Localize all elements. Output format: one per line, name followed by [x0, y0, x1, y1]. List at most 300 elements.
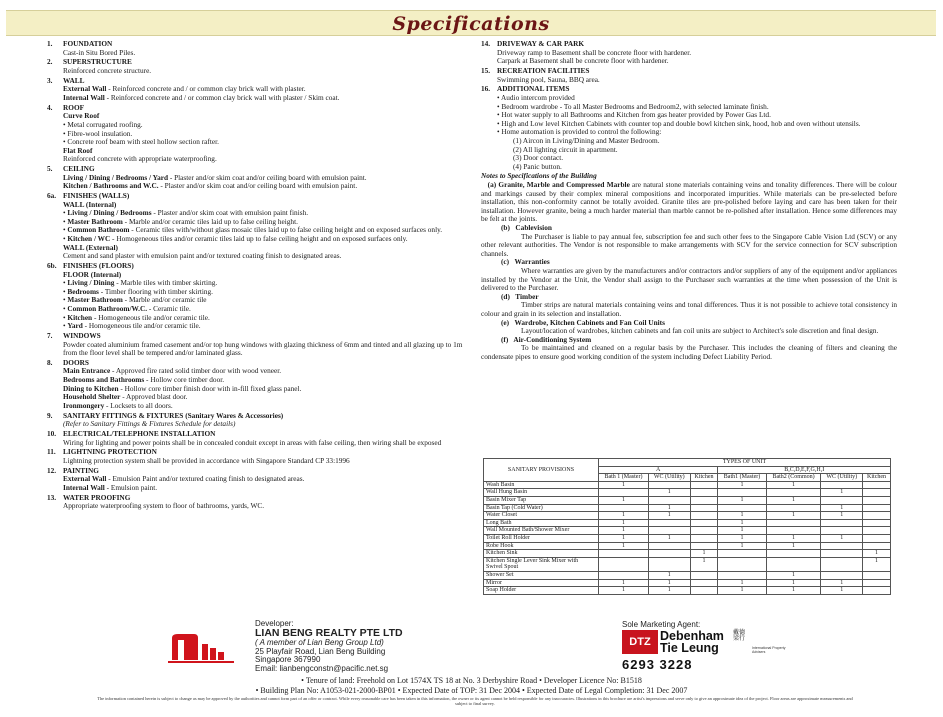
spec-line-text: Swimming pool, Sauna, BBQ area.	[497, 74, 600, 84]
dtz-logo: DTZ	[622, 630, 658, 654]
spec-line-text: High and Low level Kitchen Cabinets with counter top and double bowl kitchen sink, hood, hob and oven without utensils.	[501, 118, 861, 128]
group-b: B,C,D,E,F,G,H,I	[718, 466, 891, 474]
row-value	[690, 519, 718, 527]
table-row	[484, 519, 891, 527]
row-name: Wash Basin	[484, 481, 599, 489]
section-title: FINISHES (FLOORS)	[63, 260, 134, 270]
row-value: 1	[821, 579, 863, 587]
spec-line-label: Living / Dining	[67, 278, 115, 288]
row-value: 1	[766, 496, 821, 504]
spec-section	[47, 192, 475, 261]
row-value	[599, 571, 649, 579]
row-value: 1	[690, 557, 718, 571]
table-row	[484, 527, 891, 535]
note-title: Granite, Marble and Compressed Marble	[498, 180, 630, 190]
note-label: (f)	[501, 334, 514, 344]
row-value: 1	[648, 571, 690, 579]
row-value	[690, 496, 718, 504]
row-value: 1	[766, 571, 821, 579]
table-row	[484, 504, 891, 512]
section-title: FINISHES (WALLS)	[63, 191, 130, 201]
row-value	[690, 512, 718, 520]
note-label: (e)	[501, 317, 515, 327]
section-number: 10.	[47, 429, 57, 438]
row-value: 1	[648, 587, 690, 595]
row-value: 1	[821, 534, 863, 542]
spec-line-text: (1) Aircon in Living/Dining and Master Bedroom.	[513, 135, 660, 145]
row-value	[821, 496, 863, 504]
row-value: 1	[718, 579, 766, 587]
spec-line-text: - Approved blast door.	[120, 392, 188, 402]
row-value	[863, 587, 891, 595]
page-title: Specifications	[392, 13, 550, 35]
note-text: To be maintained and cleaned on a regular basis by the Purchaser. This includes the cleaning of filters and cleaning the condensate pipes to ensure good working condition of the system including Defect Liability Period.	[481, 343, 897, 361]
spec-line-label: Living / Dining / Bedrooms	[67, 208, 152, 218]
row-name: Robe Hook	[484, 542, 599, 550]
row-value	[718, 489, 766, 497]
spec-line-label: Kitchen / Bathrooms and W.C.	[63, 181, 159, 191]
note-label: (c)	[501, 257, 515, 267]
spec-line-text: - Locksets to all doors.	[104, 400, 173, 410]
row-value	[821, 550, 863, 558]
spec-line-text: Reinforced concrete with appropriate waterproofing.	[63, 154, 217, 164]
row-value: 1	[718, 496, 766, 504]
row-value	[863, 542, 891, 550]
spec-line-label: Master Bathroom	[67, 295, 123, 305]
spec-line-text: Wiring for lighting and power points shall be in concealed conduit except in areas with false ceiling, then wiring shall be exposed	[63, 437, 442, 447]
note-text: The Purchaser is liable to pay annual fee, subscription fee and such other fees to the Singapore Cable Vision Ltd (SCV) or any other relevant authorities. The Vendor is not responsible to make arrangements with SCV for the service connection for SCV subscription channels.	[481, 231, 897, 258]
group-a: A	[599, 466, 718, 474]
row-value	[821, 519, 863, 527]
row-value	[690, 481, 718, 489]
row-value: 1	[599, 587, 649, 595]
spec-line	[63, 67, 475, 76]
row-value	[718, 571, 766, 579]
spec-section	[481, 40, 897, 66]
spec-line-label: WALL (Internal)	[63, 199, 117, 209]
spec-line-text: - Homogeneous tile and/or ceramic tile.	[82, 321, 201, 331]
spec-line-label: External Wall	[63, 84, 107, 94]
spec-line-text: - Ceramic tiles with/without glass mosaic tiles laid up to false ceiling height and on exposed surfaces only.	[129, 225, 443, 235]
notes-section	[481, 172, 897, 361]
row-value: 1	[863, 550, 891, 558]
row-value	[648, 496, 690, 504]
spec-line-text: - Reinforced concrete and / or common clay brick wall with plaster.	[106, 84, 306, 94]
row-value: 1	[766, 481, 821, 489]
row-value: 1	[821, 504, 863, 512]
spec-line-label: Ironmongery	[63, 400, 105, 410]
section-heading	[47, 191, 475, 201]
section-title: WINDOWS	[63, 330, 101, 340]
left-column	[47, 40, 475, 512]
spec-line-text: (3) Door contact.	[513, 153, 564, 163]
section-number: 13.	[47, 492, 57, 502]
section-title: DRIVEWAY & CAR PARK	[497, 39, 585, 48]
row-value: 1	[821, 587, 863, 595]
note-title: Cablevision	[515, 223, 552, 233]
row-name: Kitchen Single Lever Sink Mixer with Swivel Spout	[484, 557, 599, 571]
row-value	[599, 550, 649, 558]
section-title: ADDITIONAL ITEMS	[497, 84, 570, 94]
developer-address2: Singapore 367990	[255, 655, 321, 665]
row-value	[863, 534, 891, 542]
table-row	[484, 557, 891, 571]
spec-section	[47, 40, 475, 57]
spec-line	[63, 155, 475, 164]
table-head-left: SANITARY PROVISIONS	[484, 459, 599, 482]
section-title: WATER PROOFING	[63, 492, 131, 502]
row-value	[863, 571, 891, 579]
table-row	[484, 542, 891, 550]
table-row	[484, 587, 891, 595]
row-name: Soap Holder	[484, 587, 599, 595]
spec-line-text: - Emulsion paint.	[104, 482, 158, 492]
row-value	[648, 527, 690, 535]
section-number: 12.	[47, 465, 57, 475]
agent-name1: Debenham	[660, 629, 724, 643]
row-value	[690, 542, 718, 550]
spec-line	[63, 235, 475, 244]
row-value	[821, 542, 863, 550]
spec-line-label: Curve Roof	[63, 111, 100, 121]
developer-address1: 25 Playfair Road, Lian Beng Building	[255, 646, 386, 656]
row-value	[599, 489, 649, 497]
section-title: SUPERSTRUCTURE	[63, 57, 132, 67]
row-value	[863, 489, 891, 497]
spec-section	[47, 412, 475, 429]
spec-section	[481, 85, 897, 171]
row-value: 1	[766, 534, 821, 542]
section-title: CEILING	[63, 164, 95, 174]
row-value	[821, 481, 863, 489]
section-heading	[47, 260, 475, 271]
spec-section	[47, 448, 475, 465]
spec-line	[63, 49, 475, 58]
spec-line	[63, 502, 475, 511]
note-item	[481, 181, 897, 224]
row-value	[766, 550, 821, 558]
spec-line	[497, 76, 897, 85]
row-value: 1	[648, 512, 690, 520]
agent-chinese: 戴德梁行	[733, 630, 746, 642]
spec-line	[497, 57, 897, 66]
spec-line-text: - Reinforced concrete and / or common clay brick wall with plaster / Skim coat.	[104, 92, 340, 102]
spec-line-text: - Emulsion Paint and/or textured coating finish to designated areas.	[106, 474, 305, 484]
row-value	[863, 527, 891, 535]
developer-member: ( A member of Lian Beng Group Ltd)	[255, 638, 384, 648]
row-value: 1	[599, 527, 649, 535]
section-number: 15.	[481, 65, 491, 75]
row-value	[766, 557, 821, 571]
spec-line	[63, 94, 475, 103]
section-number: 2.	[47, 57, 53, 67]
spec-line	[63, 484, 475, 493]
row-value: 1	[648, 579, 690, 587]
section-title: SANITARY FITTINGS & FIXTURES (Sanitary Wares & Accessories)	[63, 410, 284, 420]
row-value: 1	[599, 512, 649, 520]
footer-line1: • Tenure of land: Freehold on Lot 1574X TS 18 at No. 3 Derbyshire Road • Developer Licence No: B1518	[301, 676, 642, 685]
spec-line-text: - Plaster and/or skim coat and/or ceiling board with emulsion paint.	[158, 181, 358, 191]
section-title: RECREATION FACILITIES	[497, 65, 590, 75]
spec-line-text: - Homogeneous tile and/or ceramic tile.	[92, 312, 210, 322]
row-value	[648, 557, 690, 571]
spec-line-text: - Ceramic tile.	[147, 303, 191, 313]
row-value	[690, 534, 718, 542]
spec-line-label: Yard	[67, 321, 83, 331]
row-value	[863, 519, 891, 527]
footer-line2: • Building Plan No: A1053-021-2000-BP01 • Expected Date of TOP: 31 Dec 2004 • Expected Date of Legal Completion: 31 Dec 2007	[255, 686, 688, 695]
spec-line-text: Powder coated aluminium framed casement and/or top hung windows with glazing thickness of 6mm and tinted and all glazing up to 1m from the floor level shall be tempered and/or laminated glass.	[63, 339, 463, 358]
row-value	[863, 496, 891, 504]
spec-line-label: Living / Dining / Bedrooms / Yard	[63, 172, 169, 182]
row-value	[599, 557, 649, 571]
spec-line	[63, 182, 475, 191]
spec-section	[47, 77, 475, 103]
row-name: Shower Set	[484, 571, 599, 579]
sanitary-provisions-table	[483, 458, 891, 595]
developer-company: LIAN BENG REALTY PTE LTD	[255, 627, 403, 640]
spec-line-text: Fibre-wool insulation.	[67, 128, 133, 138]
spec-line-text: - Plaster and/or skim coat with emulsion paint finish.	[151, 208, 309, 218]
note-title: Timber	[515, 291, 539, 301]
row-value	[648, 481, 690, 489]
row-value: 1	[648, 489, 690, 497]
spec-line-label: Internal Wall	[63, 482, 105, 492]
row-value: 1	[599, 481, 649, 489]
spec-section	[47, 467, 475, 493]
table-row	[484, 481, 891, 489]
right-column	[481, 40, 897, 362]
section-number: 3.	[47, 75, 53, 85]
lian-beng-logo	[168, 630, 234, 666]
section-number: 1.	[47, 39, 53, 48]
row-value: 1	[599, 496, 649, 504]
note-text: Timber strips are natural materials containing veins and tonal differences. Thus it is not possible to achieve total consistency in colour and grain in its selection and installation.	[481, 300, 897, 318]
row-value	[690, 527, 718, 535]
spec-line-text: Home automation is provided to control the following:	[501, 127, 662, 137]
section-number: 6a.	[47, 191, 57, 201]
spec-line	[63, 138, 475, 147]
row-value: 1	[648, 504, 690, 512]
title-banner	[6, 10, 936, 36]
spec-line-text: - Approved fire rated solid timber door with wood veneer.	[110, 366, 282, 376]
note-title: Air-Conditioning System	[513, 334, 592, 344]
row-value: 1	[766, 512, 821, 520]
agent-phone: 6293 3228	[622, 657, 693, 672]
spec-line-text: Metal corrugated roofing.	[67, 119, 143, 129]
note-text: are natural stone materials containing veins and tonality differences. There will be colour and markings caused by their complex mineral compositions and incorporated impurities. While materials can be pre-selected before installation, this non-conformity cannot be totally avoided. Granite tiles are pre-polished before laying and care has been taken for their installation. However granite, being a much harder material than marble cannot be re-polished after installation. Hence some differences may be felt at the joints.	[481, 180, 898, 224]
spec-section	[47, 104, 475, 164]
row-value	[690, 504, 718, 512]
row-name: Wall Mounted Bath/Shower Mixer	[484, 527, 599, 535]
row-value: 1	[648, 534, 690, 542]
note-title: Wardrobe, Kitchen Cabinets and Fan Coil Units	[514, 317, 665, 327]
spec-line-label: External Wall	[63, 474, 107, 484]
row-name: Basin Tap (Cold Water)	[484, 504, 599, 512]
section-title: ROOF	[63, 102, 85, 112]
spec-line-text: Reinforced concrete structure.	[63, 65, 152, 75]
spec-line	[63, 252, 475, 261]
table-row	[484, 571, 891, 579]
row-value: 1	[599, 542, 649, 550]
spec-line-label: Master Bathroom	[67, 216, 123, 226]
row-value	[599, 504, 649, 512]
row-value	[766, 527, 821, 535]
note-text: Where warranties are given by the manufacturers and/or contractors and/or suppliers of any of the equipment and/or appliances installed by the Vendor at the Unit, the Vendor shall assign to the Purchaser such warranties at the time when possession of the Unit is delivered to the Purchaser.	[481, 266, 897, 293]
row-value: 1	[718, 519, 766, 527]
spec-line-label: Main Entrance	[63, 366, 111, 376]
note-text: Layout/location of wardrobes, kitchen cabinets and fan coil units are subject to Architect's sole discretion and final design.	[521, 326, 879, 336]
spec-line-label: Dining to Kitchen	[63, 383, 119, 393]
note-label: (b)	[501, 223, 516, 233]
spec-section	[47, 359, 475, 411]
row-value	[690, 489, 718, 497]
spec-line-text: (4) Panic button.	[513, 161, 562, 171]
row-value	[863, 512, 891, 520]
agent-name2: Tie Leung	[660, 641, 719, 655]
table-row	[484, 534, 891, 542]
spec-line-label: Kitchen / WC	[67, 234, 111, 243]
spec-line-text: (Refer to Sanitary Fittings & Fixtures Schedule for details)	[63, 419, 236, 429]
section-title: LIGHTNING PROTECTION	[63, 447, 157, 457]
agent-name	[660, 630, 724, 654]
row-name: Basin Mixer Tap	[484, 496, 599, 504]
table-row	[484, 489, 891, 497]
spec-line-text: Hot water supply to all Bathrooms and Kitchen from gas heater provided by Power Gas Ltd.	[501, 110, 771, 120]
table-row	[484, 579, 891, 587]
row-value	[766, 519, 821, 527]
section-number: 16.	[481, 84, 491, 94]
column-header: Bath 1 (Master)	[599, 474, 649, 482]
spec-line-text: - Plaster and/or skim coat and/or ceiling board with emulsion paint.	[168, 172, 367, 182]
spec-line-label: WALL (External)	[63, 242, 118, 252]
notes-heading: Notes to Specifications of the Building	[481, 171, 597, 181]
developer-email: Email: lianbengconstn@pacific.net.sg	[255, 663, 389, 673]
row-value: 1	[766, 542, 821, 550]
spec-line-text: Audio intercom provided	[500, 92, 575, 102]
row-value	[821, 571, 863, 579]
spec-line-text: Cast-in Situ Bored Piles.	[63, 47, 136, 57]
spec-section	[47, 332, 475, 358]
spec-line-text: - Timber flooring with timber skirting.	[98, 286, 214, 296]
row-value: 1	[690, 550, 718, 558]
section-number: 14.	[481, 39, 491, 48]
spec-line-label: Bedrooms	[67, 286, 99, 296]
row-value	[766, 489, 821, 497]
row-value	[648, 542, 690, 550]
spec-line-text: Concrete roof beam with steel hollow section rafter.	[67, 137, 219, 147]
row-value	[718, 504, 766, 512]
row-value	[648, 550, 690, 558]
row-value	[718, 557, 766, 571]
row-name: Toilet Roll Holder	[484, 534, 599, 542]
table-head-row	[484, 459, 891, 467]
section-title: DOORS	[63, 357, 89, 367]
row-value	[718, 550, 766, 558]
spec-line	[497, 163, 897, 172]
spec-line-text: Appropriate waterproofing system to floor of bathrooms, yards, WC.	[63, 501, 265, 511]
types-of-unit: TYPES OF UNIT	[599, 459, 891, 467]
section-number: 5.	[47, 164, 53, 174]
table-row	[484, 550, 891, 558]
section-title: FOUNDATION	[63, 39, 113, 48]
section-number: 4.	[47, 102, 53, 112]
right-sections	[481, 40, 897, 171]
section-title: PAINTING	[63, 465, 99, 475]
column-header: Bath1 (Master)	[718, 474, 766, 482]
spec-line	[63, 439, 475, 448]
row-value	[690, 579, 718, 587]
row-value: 1	[718, 512, 766, 520]
row-value	[690, 587, 718, 595]
spec-line-label: Common Bathroom	[67, 225, 130, 235]
spec-line-label: Flat Roof	[63, 145, 93, 155]
spec-line-text: Carpark at Basement shall be concrete floor with hardener.	[497, 56, 669, 66]
row-name: Kitchen Sink	[484, 550, 599, 558]
row-value: 1	[718, 481, 766, 489]
column-header: WC (Utility)	[821, 474, 863, 482]
spec-section	[481, 67, 897, 84]
spec-line-label: Internal Wall	[63, 92, 105, 102]
spec-line-label: Kitchen	[67, 312, 93, 322]
column-header: Kitchen	[690, 474, 718, 482]
row-value: 1	[863, 557, 891, 571]
row-value	[648, 519, 690, 527]
row-value	[863, 579, 891, 587]
row-value: 1	[599, 579, 649, 587]
row-value: 1	[599, 534, 649, 542]
row-value: 1	[599, 519, 649, 527]
row-value: 1	[821, 512, 863, 520]
spec-section	[47, 262, 475, 331]
row-value	[821, 527, 863, 535]
spec-section	[47, 165, 475, 191]
spec-line-text: Lightning protection system shall be provided in accordance with Singapore Standard CP 33:1996	[63, 455, 350, 465]
developer-block	[255, 620, 403, 673]
note-label: (a)	[481, 180, 499, 190]
section-number: 8.	[47, 357, 53, 367]
spec-line-text: Cement and sand plaster with emulsion paint and/or textured coating finish to designated areas.	[63, 251, 342, 261]
section-title: ELECTRICAL/TELEPHONE INSTALLATION	[63, 429, 216, 438]
spec-line	[63, 420, 475, 429]
spec-line-label: Bedrooms and Bathrooms	[63, 375, 145, 385]
row-name: Wall Hung Basin	[484, 489, 599, 497]
spec-section	[47, 494, 475, 511]
row-value: 1	[766, 587, 821, 595]
spec-line-text: (2) All lighting circuit in apartment.	[513, 144, 618, 154]
spec-line-text: Bedroom wardrobe - To all Master Bedrooms and Bedroom2, with selected laminate finish.	[501, 101, 769, 111]
spec-line-text: - Marble tiles with timber skirting.	[114, 278, 218, 288]
table-row	[484, 496, 891, 504]
note-title: Warranties	[514, 257, 550, 267]
spec-line-text: Driveway ramp to Basement shall be concrete floor with hardener.	[497, 47, 692, 57]
section-heading	[47, 102, 475, 113]
agent-label: Sole Marketing Agent:	[622, 620, 701, 629]
spec-line	[63, 457, 475, 466]
row-value	[690, 571, 718, 579]
row-name: Long Bath	[484, 519, 599, 527]
row-value	[821, 557, 863, 571]
table-row	[484, 512, 891, 520]
row-value	[766, 504, 821, 512]
section-number: 7.	[47, 330, 53, 340]
column-header: Kitchen	[863, 474, 891, 482]
spec-line-label: Common Bathroom/W.C.	[67, 303, 148, 313]
row-value: 1	[718, 527, 766, 535]
column-header: Bath2 (Common)	[766, 474, 821, 482]
footer-disclaimer: The information contained herein is subject to change as may be approved by the authorities and cannot form part of an offer or contract. While every reasonable care has been taken in this information, the owner or its agent cannot be held responsible for any inaccuracies. Illustrations in this brochure are artist's impressions and serve only to give an approximate idea of the project. Floor areas are approximate measurements and subject to final survey.	[97, 696, 853, 706]
row-value: 1	[821, 489, 863, 497]
